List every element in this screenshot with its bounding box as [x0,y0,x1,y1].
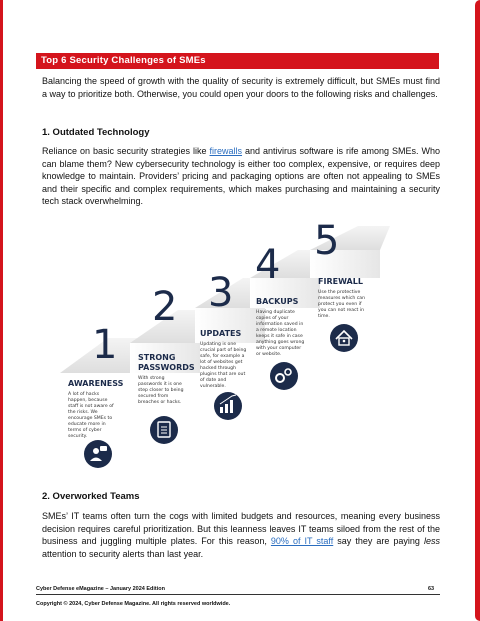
section2-text-mid: say they are paying [333,536,424,547]
step-5-number: 5 [314,218,340,264]
step-3-title: UPDATES [200,329,242,338]
footer-copyright: Copyright © 2024, Cyber Defense Magazine. All rights reserved worldwide. [36,601,231,607]
section2-text-before: SMEs’ IT teams often turn the cogs with limited budgets and resources, meaning every business decision requires careful prioritization. But this leanness leaves IT teams siloed from the rest of the business and juggling multiple plates. For this reason, [42,511,440,547]
step-4-desc-line: Having duplicate [256,310,295,315]
step-1-number: 1 [92,322,118,368]
house-icon [330,324,358,352]
section1-heading: 1. Outdated Technology [42,127,150,138]
gears-icon [270,362,298,390]
step-1-desc-line: staff is not aware of [68,404,114,409]
step-2-desc-line: secured from [138,394,169,399]
step-3-desc-line: Updating is one [200,342,237,347]
intro-paragraph: Balancing the speed of growth with the quality of security is extremely difficult, but SMEs must find a way to prioritize both. Otherwise, you could open your doors to the following risks and challenges. [42,76,440,99]
step-1-title: AWARENESS [68,379,124,388]
firewalls-link[interactable]: firewalls [209,146,243,156]
step-4-desc-line: or website. [256,352,282,357]
step-1-desc-line: educate more in [68,422,106,427]
step-3-description [200,341,246,389]
step-1-desc-line: A lot of hacks [68,392,100,397]
step-2-desc-line: breaches or hacks. [138,400,182,405]
clipboard-icon [150,416,178,444]
footer-divider [36,594,440,595]
step-5-desc-line: you can not react in [318,308,365,313]
step-4-desc-line: with your computer [256,346,302,351]
right-red-edge [475,0,480,621]
it-staff-link[interactable]: 90% of IT staff [270,536,334,547]
step-5-desc-line: time. [318,314,330,319]
step-5-desc-line: Use the protective [318,290,361,295]
step-4-desc-line: information saved in [256,322,304,327]
step-3-desc-line: safe, for example a [200,354,245,359]
step-1-desc-line: the risks. We [68,410,98,415]
step-2-desc-line: step closer to being [138,388,184,393]
step-3-desc-line: vulnerable. [200,384,226,389]
step-3-desc-line: plugins that are out [200,372,246,377]
banner-title: Top 6 Security Challenges of SMEs [41,55,206,66]
step-3-number: 3 [208,270,234,316]
step-4-desc-line: copies of your [256,316,289,321]
step-5-title: FIREWALL [318,277,363,286]
section-banner [36,53,439,69]
step-1-description [68,391,114,439]
step-4-number: 4 [255,242,281,288]
step-5-description [318,289,365,319]
section1-paragraph [42,145,440,208]
step-1-desc-line: happen, because [68,398,108,403]
step-3-desc-line: lot of websites get [200,360,243,365]
step-5-desc-line: measures which can [318,296,365,301]
step-2-desc-line: passwords it is one [138,382,182,387]
section2-heading: 2. Overworked Teams [42,491,140,502]
step-4-desc-line: a remote location [256,328,297,333]
left-red-edge [0,0,3,621]
step-2-title: STRONG [138,353,176,362]
step-2-description [138,375,184,405]
step-4-title: BACKUPS [256,297,299,306]
step-3-desc-line: of date and [200,378,227,383]
step-3-desc-line: hacked through [200,366,237,371]
step-1-desc-line: encourage SMEs to [68,416,113,421]
step-1-desc-line: security. [68,434,88,439]
step-4-desc-line: anything goes wrong [256,340,305,345]
step-2-title-line2: PASSWORDS [138,363,195,372]
step-1-desc-line: terms of cyber [68,428,102,433]
section2-text-after: attention to security alerts than last year. [42,548,204,559]
section1-text-after: and antivirus software is rife among SMEs. Who can blame them? New cybersecurity technology is either too complex, expensive, or requires deep knowledge to maintain. Providers’ pricing and packaging options are often not appealing to SMEs and their specific and complex requirements, which makes purchasing and maintaining a security tech stack overwhelming. [42,146,441,207]
page-number: 63 [428,586,435,592]
section2-paragraph [42,510,440,560]
section1-text-before: Reliance on basic security strategies like [42,146,210,156]
security-steps-infographic [60,218,405,478]
section2-emphasis: less [423,536,440,547]
step-2-number: 2 [152,284,178,330]
step-5-desc-line: protect you even if [318,302,362,307]
step-3-desc-line: crucial part of being [200,348,247,353]
bar-chart-icon [214,392,242,420]
footer-magazine: Cyber Defense eMagazine – January 2024 Edition [36,586,165,592]
user-chat-icon [84,440,112,468]
step-4-desc-line: keeps it safe in case [256,334,303,339]
step-2-desc-line: With strong [138,376,165,381]
